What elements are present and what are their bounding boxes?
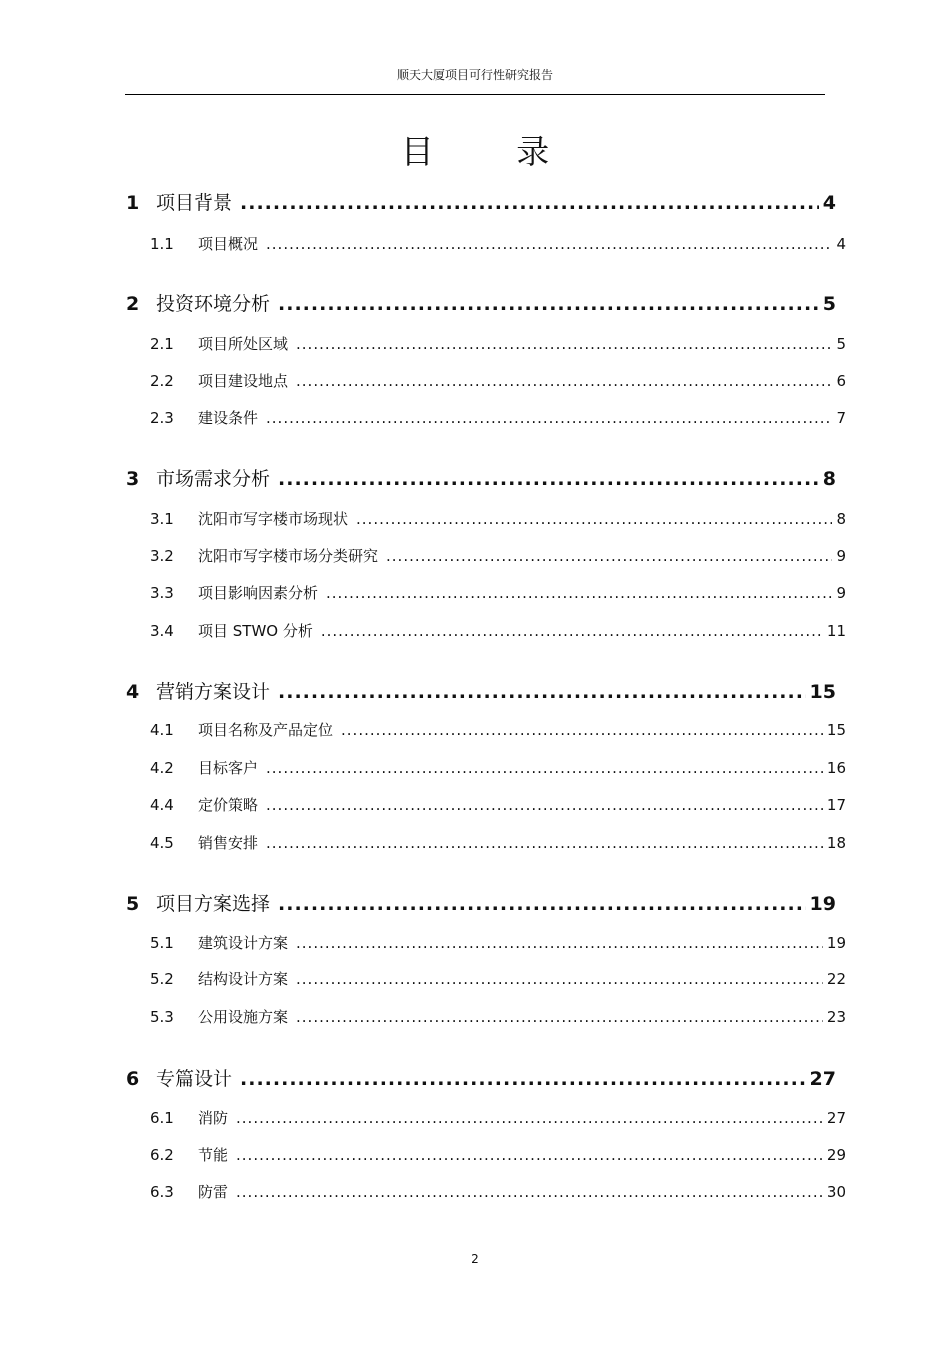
- leader-dots: [341, 721, 823, 739]
- section-title: 沈阳市写字楼市场分类研究: [198, 547, 379, 565]
- page-number: 2: [471, 1252, 479, 1266]
- toc-section[interactable]: [150, 508, 846, 529]
- leader-dots: [321, 622, 823, 640]
- section-title: 结构设计方案: [198, 970, 289, 988]
- page-ref: 5: [822, 293, 836, 315]
- leader-dots: [236, 1183, 823, 1201]
- leader-dots: [240, 1068, 806, 1090]
- page-ref: 8: [822, 468, 836, 490]
- page-ref: 6: [836, 372, 846, 390]
- page-ref: 7: [836, 409, 846, 427]
- chapter-title: 营销方案设计: [156, 681, 271, 703]
- chapter-title: 投资环境分析: [156, 293, 271, 315]
- toc-section[interactable]: [150, 719, 846, 740]
- section-number: 3.3: [150, 584, 174, 602]
- leader-dots: [266, 235, 832, 253]
- section-title: 建筑设计方案: [198, 934, 289, 952]
- leader-dots: [296, 970, 823, 988]
- section-number: 6.1: [150, 1109, 174, 1127]
- section-number: 1.1: [150, 235, 174, 253]
- page-ref: 15: [809, 681, 836, 703]
- page-ref: 16: [826, 759, 846, 777]
- toc-title: 目 录: [400, 132, 586, 171]
- leader-dots: [266, 834, 823, 852]
- section-number: 3.1: [150, 510, 174, 528]
- section-title: 沈阳市写字楼市场现状: [198, 510, 349, 528]
- section-title: 建设条件: [198, 409, 259, 427]
- section-number: 3.4: [150, 622, 174, 640]
- toc-chapter[interactable]: [126, 188, 836, 215]
- leader-dots: [296, 335, 832, 353]
- section-number: 2.3: [150, 409, 174, 427]
- toc-section[interactable]: [150, 794, 846, 815]
- chapter-title: 项目方案选择: [156, 893, 271, 915]
- page-ref: 18: [826, 834, 846, 852]
- page-ref: 17: [826, 796, 846, 814]
- toc-chapter[interactable]: [126, 889, 836, 916]
- section-title: 项目建设地点: [198, 372, 289, 390]
- section-title: 销售安排: [198, 834, 259, 852]
- chapter-number: 4: [126, 681, 140, 703]
- section-number: 3.2: [150, 547, 174, 565]
- toc-chapter[interactable]: [126, 464, 836, 491]
- section-title: 目标客户: [198, 759, 259, 777]
- leader-dots: [266, 759, 823, 777]
- section-title: 定价策略: [198, 796, 259, 814]
- toc-section[interactable]: [150, 832, 846, 853]
- toc-section[interactable]: [150, 545, 846, 566]
- page-ref: 29: [826, 1146, 846, 1164]
- page-ref: 19: [826, 934, 846, 952]
- chapter-number: 6: [126, 1068, 140, 1090]
- page-ref: 9: [836, 584, 846, 602]
- section-title: 消防: [198, 1109, 229, 1127]
- page-ref: 8: [836, 510, 846, 528]
- section-number: 5.1: [150, 934, 174, 952]
- page-ref: 22: [826, 970, 846, 988]
- section-title: 项目概况: [198, 235, 259, 253]
- leader-dots: [278, 681, 806, 703]
- leader-dots: [296, 1008, 823, 1026]
- leader-dots: [278, 468, 819, 490]
- leader-dots: [386, 547, 832, 565]
- page-ref: 27: [809, 1068, 836, 1090]
- section-number: 4.1: [150, 721, 174, 739]
- toc-section[interactable]: [150, 1006, 846, 1027]
- toc-section[interactable]: [150, 233, 846, 254]
- toc-chapter[interactable]: [126, 1064, 836, 1091]
- toc-section[interactable]: [150, 1107, 846, 1128]
- chapter-number: 1: [126, 192, 140, 214]
- page-ref: 4: [822, 192, 836, 214]
- leader-dots: [296, 372, 832, 390]
- section-title: 项目影响因素分析: [198, 584, 319, 602]
- toc-section[interactable]: [150, 620, 846, 641]
- toc-section[interactable]: [150, 582, 846, 603]
- page-ref: 11: [826, 622, 846, 640]
- section-title: 项目名称及产品定位: [198, 721, 334, 739]
- section-number: 5.3: [150, 1008, 174, 1026]
- chapter-title: 项目背景: [156, 192, 233, 214]
- section-title: 项目所处区域: [198, 335, 289, 353]
- chapter-number: 5: [126, 893, 140, 915]
- section-number: 4.5: [150, 834, 174, 852]
- toc-section[interactable]: [150, 1181, 846, 1202]
- section-title: 节能: [198, 1146, 229, 1164]
- toc-section[interactable]: [150, 407, 846, 428]
- page-ref: 15: [826, 721, 846, 739]
- page-ref: 5: [836, 335, 846, 353]
- section-title: 项目 STWO 分析: [198, 622, 313, 640]
- toc-section[interactable]: [150, 932, 846, 953]
- page-ref: 4: [836, 235, 846, 253]
- toc-section[interactable]: [150, 1144, 846, 1165]
- page-ref: 30: [826, 1183, 846, 1201]
- toc-section[interactable]: [150, 333, 846, 354]
- chapter-title: 市场需求分析: [156, 468, 271, 490]
- header-rule: [125, 94, 825, 95]
- leader-dots: [240, 192, 819, 214]
- page-ref: 23: [826, 1008, 846, 1026]
- section-number: 4.4: [150, 796, 174, 814]
- section-number: 2.1: [150, 335, 174, 353]
- leader-dots: [296, 934, 823, 952]
- chapter-number: 3: [126, 468, 140, 490]
- chapter-number: 2: [126, 293, 140, 315]
- leader-dots: [326, 584, 832, 602]
- toc-chapter[interactable]: [126, 289, 836, 316]
- section-number: 4.2: [150, 759, 174, 777]
- toc-section[interactable]: [150, 757, 846, 778]
- leader-dots: [266, 409, 832, 427]
- leader-dots: [236, 1146, 823, 1164]
- section-number: 6.2: [150, 1146, 174, 1164]
- section-number: 5.2: [150, 970, 174, 988]
- leader-dots: [356, 510, 832, 528]
- section-title: 公用设施方案: [198, 1008, 289, 1026]
- page-ref: 19: [809, 893, 836, 915]
- page-ref: 9: [836, 547, 846, 565]
- running-header: 顺天大厦项目可行性研究报告: [396, 68, 553, 82]
- section-number: 2.2: [150, 372, 174, 390]
- toc-section[interactable]: [150, 968, 846, 989]
- leader-dots: [278, 293, 819, 315]
- section-number: 6.3: [150, 1183, 174, 1201]
- chapter-title: 专篇设计: [156, 1068, 233, 1090]
- leader-dots: [278, 893, 806, 915]
- section-title: 防雷: [198, 1183, 229, 1201]
- toc-section[interactable]: [150, 370, 846, 391]
- leader-dots: [236, 1109, 823, 1127]
- leader-dots: [266, 796, 823, 814]
- toc-chapter[interactable]: [126, 677, 836, 704]
- page-ref: 27: [826, 1109, 846, 1127]
